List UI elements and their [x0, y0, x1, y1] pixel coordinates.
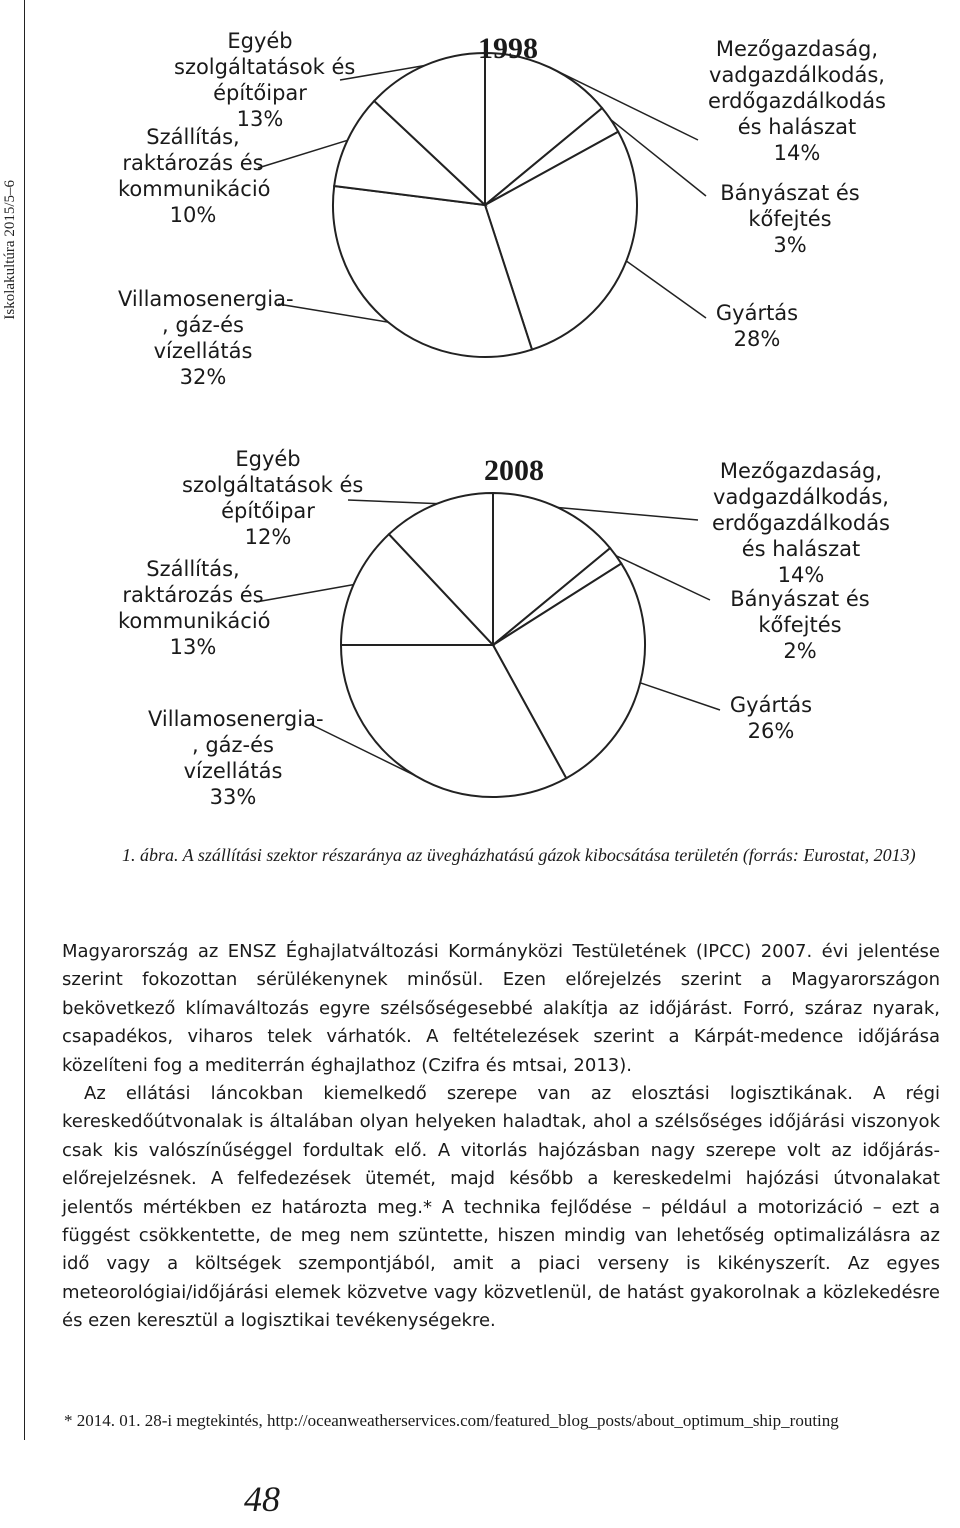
running-header-text: Iskolakultúra 2015/5–6 — [2, 180, 18, 320]
label-other-2008: Egyéb szolgáltatások és építőipar 12% — [182, 447, 364, 549]
label-manufacturing-2008: Gyártás 26% — [729, 693, 813, 743]
leader-line-6 — [348, 500, 437, 504]
label-transport-2008: Szállítás, raktározás és kommunikáció 13% — [118, 557, 271, 659]
leader-line-3 — [626, 261, 706, 318]
footnote: * 2014. 01. 28-i megtekintés, http://oceanweatherservices.com/featured_blog_posts/about_optimum_ship_routing — [64, 1411, 839, 1430]
leader-line-5 — [256, 585, 354, 602]
running-header — [0, 0, 25, 1440]
label-other-1998: Egyéb szolgáltatások és építőipar 13% — [174, 29, 356, 131]
page-number: 48 — [244, 1479, 280, 1519]
paragraph-1: Magyarország az ENSZ Éghajlatváltozási Kormányközi Testületének (IPCC) 2007. évi jelentése szerint fokozottan sérülékenynek minősül. Ezen előrejelzés szerint a Magyarországon bekövetkező klímaváltozás egyre szélsőségesebbé alakítja az időjárást. Forró, száraz nyarak, csapadékos, viharos telek várhatók. A feltételezések szerint a Kárpát-medence időjárása közelíteni fog a mediterrán éghajlathoz (Czifra és mtsai, 2013). — [62, 941, 940, 1076]
leader-line-5 — [258, 140, 347, 168]
label-energy-2008: Villamosenergia- , gáz-és vízellátás 33% — [148, 707, 324, 809]
label-mining-1998: Bányászat és kőfejtés 3% — [720, 181, 860, 257]
label-transport-1998: Szállítás, raktározás és kommunikáció 10% — [118, 125, 271, 227]
pie-chart-2008 — [30, 430, 930, 830]
pie-chart-1998 — [30, 0, 930, 420]
label-agri-1998: Mezőgazdaság, vadgazdálkodás, erdőgazdálkodás és halászat 14% — [707, 37, 887, 165]
figure-caption: 1. ábra. A szállítási szektor részaránya az üvegházhatású gázok kibocsátása területén (forrás: Eurostat, 2013) — [122, 845, 916, 865]
body-text — [62, 938, 940, 1336]
leader-line-3 — [640, 683, 720, 710]
label-agri-2008: Mezőgazdaság, vadgazdálkodás, erdőgazdálkodás és halászat 14% — [711, 459, 891, 587]
chart-title-1998: 1998 — [478, 32, 538, 65]
chart-title-2008: 2008 — [484, 454, 544, 487]
leader-line-1 — [558, 507, 698, 520]
paragraph-2: Az ellátási láncokban kiemelkedő szerepe van az elosztási logisztikának. A régi kereskedőútvonalak is általában olyan helyeken haladtak, ahol a szélsőséges időjárási viszonyok csak kis valószínűséggel fordultak elő. A vitorlás hajózásban nagy szerepe volt az időjárás-előrejelzésnek. A felfedezések ütemét, majd később a kereskedelmi hajózási útvonalakat jelentős mértékben ez határozta meg.* A technika fejlődése – például a motorizáció – ezt a függést csökkentette, de meg nem szüntette, hiszen mindig van lehetőség optimalizálásra az idő vagy a költségek szempontjából, amit a piaci verseny is kikényszerít. Az egyes meteorológiai/időjárási elemek közvetve vagy közvetlenül, de hatást gyakorolnak a közlekedésre és ezen keresztül a logisztikai tevékenységekre. — [62, 1083, 940, 1332]
label-energy-1998: Villamosenergia- , gáz-és vízellátás 32% — [118, 287, 294, 389]
label-mining-2008: Bányászat és kőfejtés 2% — [730, 587, 870, 663]
label-manufacturing-1998: Gyártás 28% — [715, 301, 799, 351]
